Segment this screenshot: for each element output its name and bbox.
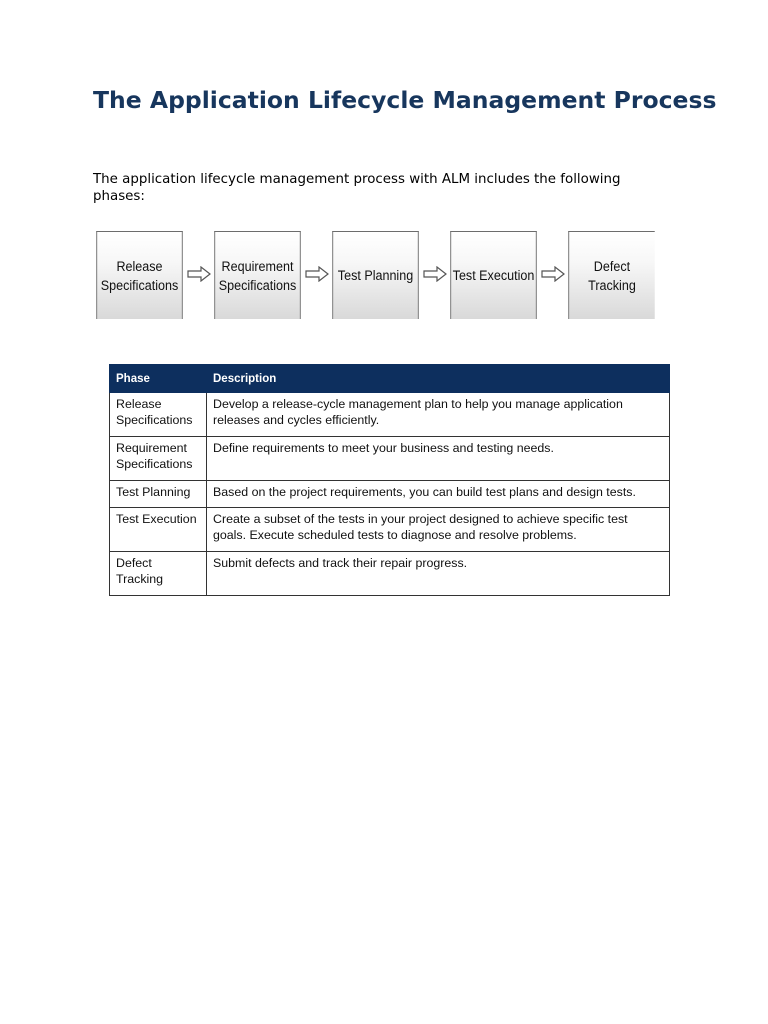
description-cell: Create a subset of the tests in your project designed to achieve specific test goals. Execute scheduled tests to diagnose and resolve problems. xyxy=(207,508,670,552)
description-cell: Submit defects and track their repair progress. xyxy=(207,552,670,596)
arrow-right-icon xyxy=(423,266,447,282)
flow-step-defect-tracking xyxy=(568,231,654,319)
flow-step-label: Tracking xyxy=(588,277,636,293)
flow-step-label: Defect xyxy=(593,258,631,274)
table-row xyxy=(110,481,670,508)
column-header-description: Description xyxy=(207,365,670,393)
table-row xyxy=(110,552,670,596)
flow-step-label: Release xyxy=(116,258,163,274)
flow-step-label: Specifications xyxy=(100,277,179,293)
table-row xyxy=(110,508,670,552)
intro-paragraph: The application lifecycle management process with ALM includes the following phases: xyxy=(93,172,621,204)
arrow-right-icon xyxy=(541,266,565,282)
page-title: The Application Lifecycle Management Process xyxy=(93,86,717,114)
phase-cell: Requirement Specifications xyxy=(110,437,207,481)
flow-step-test-planning xyxy=(332,231,418,319)
description-cell: Based on the project requirements, you can build test plans and design tests. xyxy=(207,481,670,508)
flow-step-release-specifications xyxy=(96,231,182,319)
table-header-row xyxy=(110,365,670,393)
arrow-right-icon xyxy=(187,266,211,282)
description-cell: Define requirements to meet your business and testing needs. xyxy=(207,437,670,481)
flow-step-label: Test Execution xyxy=(452,268,535,283)
arrow-right-icon xyxy=(305,266,329,282)
table-row xyxy=(110,393,670,437)
flow-step-test-execution xyxy=(450,231,536,319)
phase-description-table xyxy=(109,364,670,596)
flow-step-label: Test Planning xyxy=(337,268,414,283)
lifecycle-flow-diagram xyxy=(93,231,658,319)
phase-cell: Test Planning xyxy=(110,481,207,508)
description-cell: Develop a release-cycle management plan to help you manage application releases and cycles efficiently. xyxy=(207,393,670,437)
phase-cell: Defect Tracking xyxy=(110,552,207,596)
table-row xyxy=(110,437,670,481)
phase-cell: Test Execution xyxy=(110,508,207,552)
flow-step-label: Requirement xyxy=(221,258,294,274)
phase-cell: Release Specifications xyxy=(110,393,207,437)
flow-step-requirement-specifications xyxy=(214,231,300,319)
column-header-phase: Phase xyxy=(110,365,207,393)
flow-step-label: Specifications xyxy=(218,277,297,293)
